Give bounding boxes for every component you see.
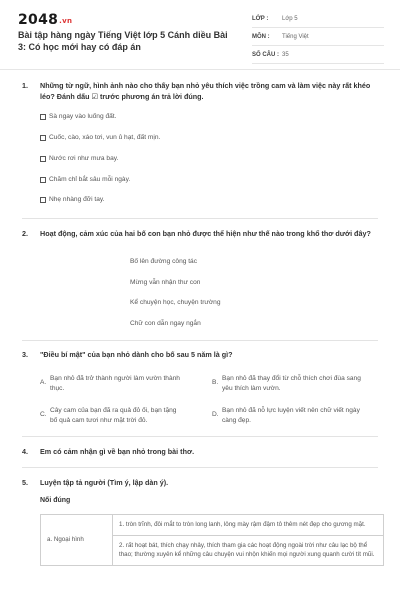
q1-option[interactable]	[40, 134, 160, 141]
option-text: Bạn nhỏ đã nỗ lực luyện viết nên chữ viết ngày càng đẹp.	[222, 407, 360, 424]
option-letter: D.	[212, 411, 219, 418]
meta-value: Tiếng Việt	[282, 33, 309, 40]
checkbox-icon[interactable]	[40, 135, 46, 141]
checkbox-icon[interactable]	[40, 177, 46, 183]
meta-key: LỚP :	[252, 15, 269, 22]
section-divider	[22, 467, 378, 468]
q3-option-a[interactable]	[40, 374, 180, 393]
question-4	[22, 446, 382, 457]
meta-value: Lớp 5	[282, 15, 298, 22]
option-text: Nước rơi như mưa bay.	[49, 155, 119, 162]
checkbox-icon[interactable]	[40, 156, 46, 162]
question-2	[22, 228, 382, 239]
table-cell-right[interactable]: 1. tròn trĩnh, đôi mắt to tròn long lanh, lông mày rậm đậm tô thêm nét đẹp cho gương mặt.	[113, 515, 384, 536]
section-divider	[22, 340, 378, 341]
question-number: 4.	[22, 447, 28, 456]
poem-line: Chữ con dẫn ngay ngắn	[130, 320, 201, 327]
q1-option[interactable]	[40, 113, 116, 120]
question-1	[22, 80, 382, 102]
q3-option-d[interactable]	[212, 406, 372, 425]
poem-line: Kể chuyện học, chuyện trường	[130, 299, 221, 306]
q1-option[interactable]	[40, 196, 105, 203]
section-divider	[22, 218, 378, 219]
meta-row-subject	[252, 28, 384, 46]
poem-line: Bố lên đường công tác	[130, 258, 198, 265]
table-cell-left[interactable]: a. Ngoại hình	[41, 515, 113, 566]
document-meta	[252, 10, 384, 64]
question-number: 2.	[22, 229, 28, 238]
logo-text: 2048	[18, 12, 59, 28]
logo-tld: .vn	[59, 17, 73, 25]
option-letter: B.	[212, 379, 219, 386]
document-title: Bài tập hàng ngày Tiếng Việt lớp 5 Cánh diều Bài 3: Có học mới hay có đáp án	[18, 30, 228, 52]
meta-key: SỐ CÂU :	[252, 51, 279, 58]
table-cell-right[interactable]: 2. rất hoạt bát, thích chạy nhảy, thích tham gia các hoạt động ngoài trời như câu lạc bộ thể thao; thường xuyên kể những câu chuyện vui nhộn khiến mọi người xung quanh cười tít mũi.	[113, 535, 384, 565]
q3-option-c[interactable]	[40, 406, 180, 425]
checkbox-icon[interactable]	[40, 197, 46, 203]
option-text: Bạn nhỏ đã trở thành người làm vườn thành thục.	[50, 375, 180, 392]
q1-option[interactable]	[40, 155, 118, 162]
option-text: Nhẹ nhàng đỡi tay.	[49, 196, 105, 203]
question-text: Hoạt động, cảm xúc của hai bố con bạn nhỏ được thể hiện như thế nào trong khổ thơ dưới đây?	[40, 229, 371, 238]
table-row	[41, 515, 384, 536]
poem-line: Mừng vẫn nhận thư con	[130, 279, 201, 286]
option-text: Sà ngay vào luống đất.	[49, 113, 117, 120]
question-number: 3.	[22, 350, 28, 359]
q1-option[interactable]	[40, 176, 130, 183]
question-number: 1.	[22, 81, 28, 90]
q3-option-b[interactable]	[212, 374, 372, 393]
matching-table	[40, 514, 384, 566]
option-text: Bạn nhỏ đã thay đổi từ chỗ thích chơi đùa sang yêu thích làm vườn.	[222, 375, 361, 392]
matching-label: Nối đúng	[40, 497, 71, 504]
option-text: Chăm chỉ bắt sâu mỗi ngày.	[49, 176, 131, 183]
option-letter: A.	[40, 379, 47, 386]
option-text: Cây cam của bạn đã ra quả đỏ ối, bạn tặng bố quả cam tươi như mặt trời đỏ.	[50, 407, 177, 424]
question-text: "Điều bí mật" của bạn nhỏ dành cho bố sau 5 năm là gì?	[40, 350, 233, 359]
meta-key: MÔN :	[252, 33, 270, 40]
option-letter: C.	[40, 411, 47, 418]
site-logo[interactable]	[18, 12, 72, 28]
question-5	[22, 477, 382, 488]
document-header	[0, 0, 400, 70]
question-text: Những từ ngữ, hình ảnh nào cho thấy bạn nhỏ yêu thích việc trồng cam và làm việc này rất khéo léo? Đánh dấu ☑ trước phương án trả lời đúng.	[40, 81, 371, 101]
option-text: Cuốc, cào, xáo tơi, vun ủ hạt, đất mịn.	[49, 134, 161, 141]
question-3	[22, 349, 382, 360]
section-divider	[22, 436, 378, 437]
meta-row-grade	[252, 10, 384, 28]
meta-row-count	[252, 46, 384, 64]
question-text: Luyện tập tả người (Tìm ý, lập dàn ý).	[40, 478, 169, 487]
question-number: 5.	[22, 478, 28, 487]
checkbox-icon[interactable]	[40, 114, 46, 120]
meta-value: 35	[282, 51, 289, 58]
question-text: Em có cảm nhận gì về bạn nhỏ trong bài thơ.	[40, 447, 195, 456]
